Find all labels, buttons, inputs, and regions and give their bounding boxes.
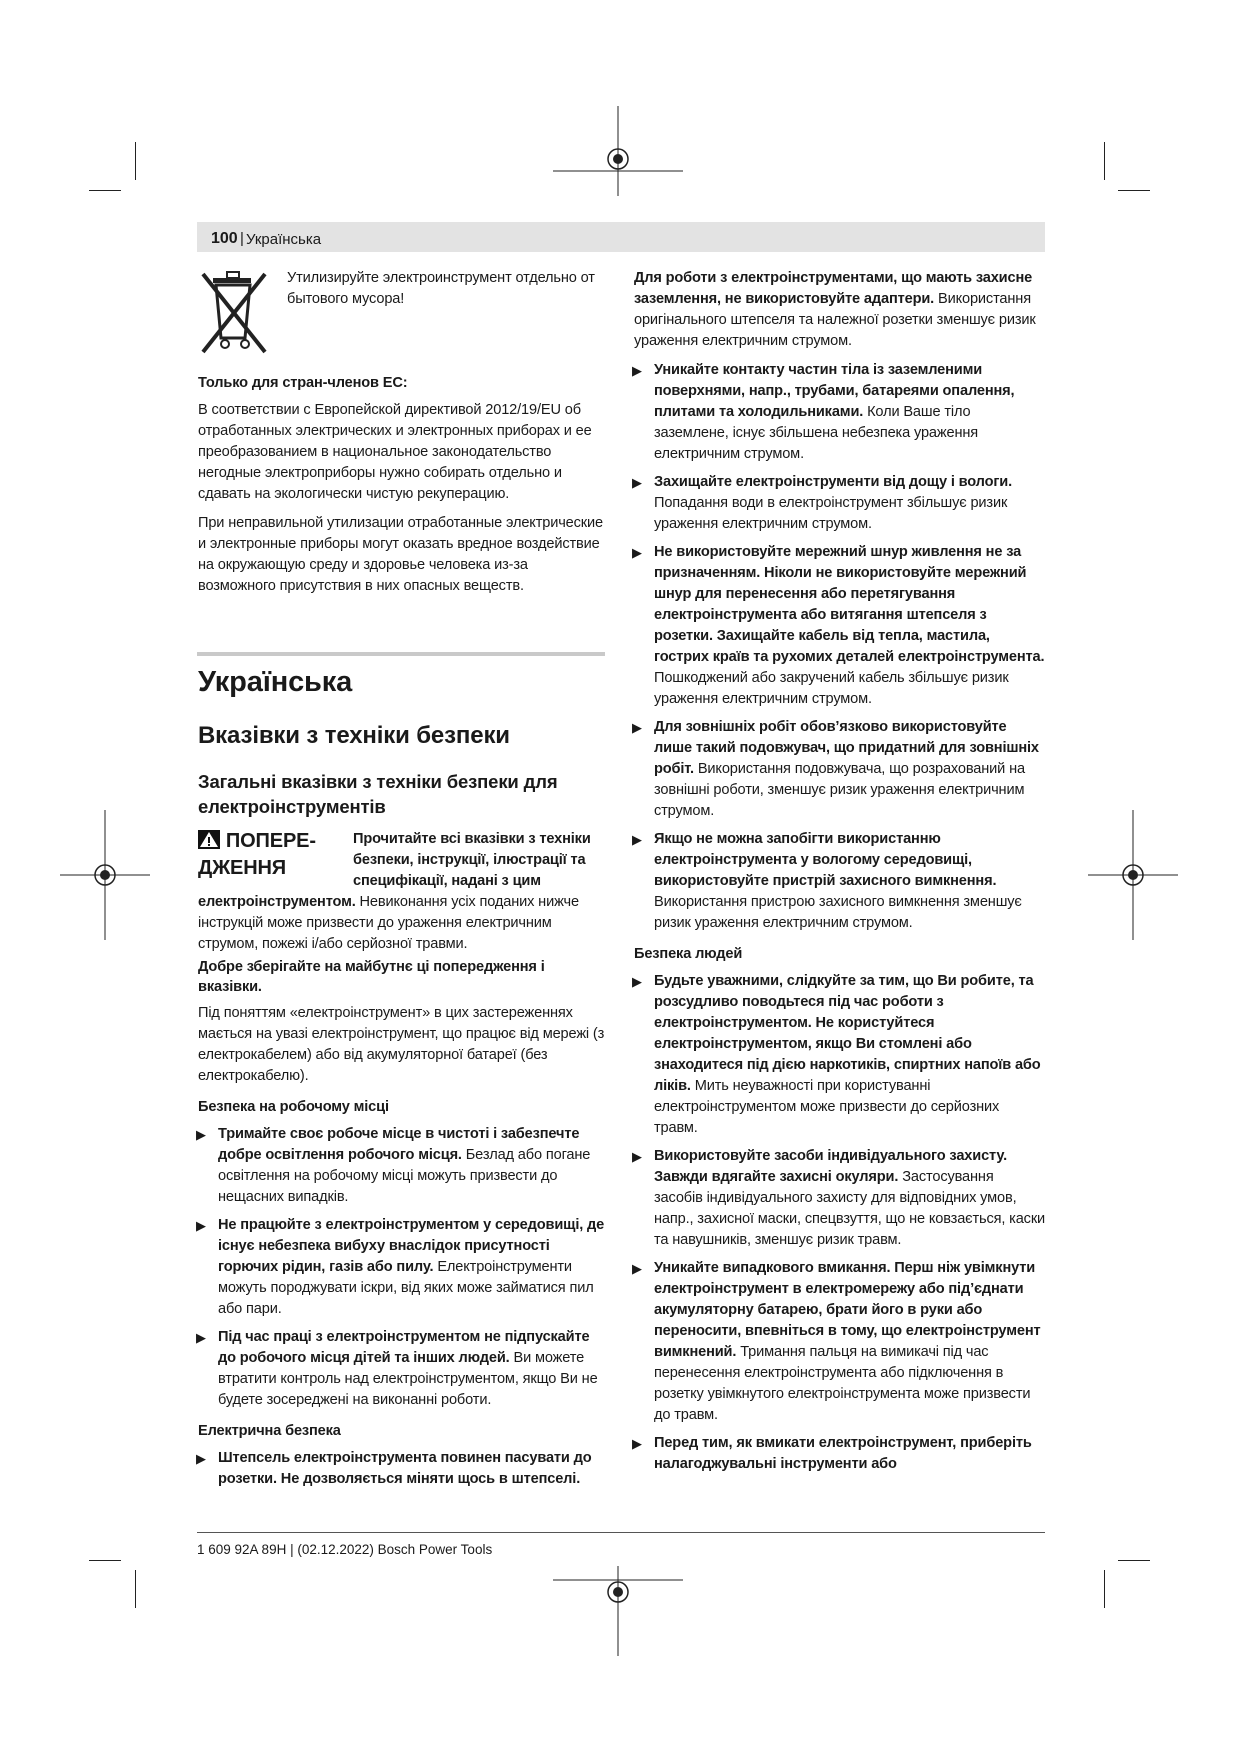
list-item (634, 717, 1046, 822)
list-item (634, 1146, 1046, 1251)
item-bold: Уникайте контакту частин тіла із заземленими поверхнями, напр., трубами, батареями опалення, плитами та холодильниками. (654, 362, 1015, 420)
item-bold: Уникайте випадкового вмикання. Перш ніж увімкнути електроінструмент в електромережу або під’єднати акумуляторну батарею, брати його в руки або переносити, впевніться в тому, що електроінструмент вимкнений. (654, 1260, 1041, 1360)
item-bold: Використовуйте засоби індивідуального захисту. Завжди вдягайте захисні окуляри. (654, 1148, 1007, 1185)
eu-heading: Только для стран-членов ЕС: (198, 375, 408, 391)
left-column-main (198, 664, 610, 1497)
list-item (634, 472, 1046, 535)
registration-mark-icon (553, 106, 683, 196)
crop-mark (135, 142, 136, 180)
item-text: Пошкоджений або закручений кабель збільшує ризик ураження електричним струмом. (654, 670, 1009, 707)
list-item (634, 829, 1046, 934)
crop-mark (135, 1570, 136, 1608)
definition-paragraph: Під поняттям «електроінструмент» в цих застереженнях мається на увазі електроінструмент, що працює від мережі (з електрокабелем) або від акумуляторної батареї (без електрокабелю). (198, 1005, 605, 1084)
item-bold: Штепсель електроінструмента повинен пасувати до розетки. Не дозволяється міняти щось в штепселі. (218, 1450, 592, 1487)
arrow-bullet-icon: ▶ (632, 1261, 642, 1276)
list-item (634, 542, 1046, 710)
warning-triangle-icon (198, 830, 220, 856)
warning-text: Невиконання усіх поданих нижче інструкцій може призвести до ураження електричним струмом, пожежі і/або серйозної травми. (198, 894, 579, 952)
registration-mark-icon (553, 1566, 683, 1656)
item-bold: Будьте уважними, слідкуйте за тим, що Ви робите, та розсудливо поводьтеся під час роботи з електроінструментом. Не користуйтеся електроінструментом, якщо Ви стомлені або знаходитеся під дією наркотиків, спиртних напоїв або ліків. (654, 973, 1041, 1094)
item-text: Коли Ваше тіло заземлене, існує збільшена небезпека ураження електричним струмом. (654, 404, 979, 462)
registration-mark-icon (1088, 810, 1178, 940)
disposal-text: Утилизируйте электроинструмент отдельно от бытового мусора! (287, 270, 595, 307)
item-text: Електроінструменти можуть породжувати іскри, від яких може займатися пил або пари. (218, 1259, 594, 1317)
list-item (198, 1124, 610, 1208)
item-text: Використання подовжувача, що розрахований на зовнішні роботи, зменшує ризик ураження електричним струмом. (654, 761, 1025, 819)
warning-label: ПОПЕРЕ-ДЖЕННЯ (198, 830, 316, 879)
general-safety-title: Загальні вказівки з техніки безпеки для електроінструментів (198, 771, 558, 817)
arrow-bullet-icon: ▶ (632, 832, 642, 847)
eu-paragraph-1: В соответствии с Европейской директивой 2012/19/EU об отработанных электрических и электронных приборах и ее преобразованием в национальное законодательство негодные электроприборы нужно собирать отдельно и сдавать на экологически чистую рекуперацию. (198, 402, 592, 502)
arrow-bullet-icon: ▶ (196, 1330, 206, 1345)
arrow-bullet-icon: ▶ (632, 974, 642, 989)
crop-mark (1104, 1570, 1105, 1608)
safety-title: Вказівки з техніки безпеки (198, 722, 510, 749)
warning-block (198, 829, 610, 955)
list-item (634, 360, 1046, 465)
item-bold: Під час праці з електроінструментом не підпускайте до робочого місця дітей та інших людей. (218, 1329, 590, 1366)
item-text: Ви можете втратити контроль над електроінструментом, якщо Ви не будете зосереджені на виконанні роботи. (218, 1350, 598, 1408)
warning-bold: Прочитайте всі вказівки з техніки безпеки, інструкції, ілюстрації та специфікації, надані з цим електроінструментом. (198, 831, 591, 910)
item-text: Використання пристрою захисного вимкнення зменшує ризик ураження електричним струмом. (654, 894, 1022, 931)
intro-paragraph (634, 268, 1046, 352)
item-bold: Якщо не можна запобігти використанню електроінструмента у вологому середовищі, використовуйте пристрій захисного вимкнення. (654, 831, 997, 889)
crop-mark (1104, 142, 1105, 180)
warning-label-box (198, 829, 348, 881)
section-divider (197, 652, 605, 656)
list-item (634, 1258, 1046, 1426)
page-number: 100 (211, 230, 238, 247)
header-language: Українська (246, 231, 322, 248)
item-bold: Тримайте своє робоче місце в чистоті і забезпечте добре освітлення робочого місця. (218, 1126, 580, 1163)
electrical-heading: Електрична безпека (198, 1423, 341, 1439)
registration-mark-icon (60, 810, 150, 940)
arrow-bullet-icon: ▶ (632, 1149, 642, 1164)
item-bold: Перед тим, як вмикати електроінструмент, приберіть налагоджувальні інструменти або (654, 1435, 1032, 1472)
header-bar (197, 222, 1045, 252)
list-item (198, 1448, 610, 1490)
arrow-bullet-icon: ▶ (196, 1451, 206, 1466)
item-text: Застосування засобів індивідуального захисту для відповідних умов, напр., захисної маски, спецвзуття, що не ковзається, каски та навушників, зменшує ризик травм. (654, 1169, 1046, 1248)
list-item (634, 971, 1046, 1139)
right-column (634, 268, 1046, 1482)
item-text: Попадання води в електроінструмент збільшує ризик ураження електричним струмом. (654, 495, 1008, 532)
list-item (198, 1327, 610, 1411)
workplace-heading: Безпека на робочому місці (198, 1099, 389, 1115)
keep-instructions: Добре зберігайте на майбутнє ці попередження і вказівки. (198, 959, 545, 995)
footer-rule (197, 1532, 1045, 1533)
item-text: Безлад або погане освітлення на робочому місці можуть призвести до нещасних випадків. (218, 1147, 591, 1205)
crop-mark (89, 190, 121, 191)
eu-paragraph-2: При неправильной утилизации отработанные электрические и электронные приборы могут оказать вредное воздействие на окружающую среду и здоровье человека из-за возможного присутствия в них опасных веществ. (198, 515, 603, 594)
left-column-top (198, 373, 608, 603)
arrow-bullet-icon: ▶ (632, 475, 642, 490)
item-bold: Для зовнішніх робіт обов’язково використовуйте лише такий подовжувач, що придатний для зовнішніх робіт. (654, 719, 1039, 777)
intro-bold: Для роботи з електроінструментами, що мають захисне заземлення, не використовуйте адаптери. (634, 270, 1033, 307)
item-bold: Захищайте електроінструменти від дощу і вологи. (654, 474, 1013, 490)
arrow-bullet-icon: ▶ (632, 1436, 642, 1451)
list-item (634, 1433, 1046, 1475)
footer-text: 1 609 92A 89H | (02.12.2022) Bosch Power Tools (197, 1542, 493, 1557)
crossed-bin-icon (199, 268, 271, 356)
arrow-bullet-icon: ▶ (196, 1218, 206, 1233)
arrow-bullet-icon: ▶ (632, 363, 642, 378)
header-separator: | (240, 230, 244, 247)
item-bold: Не працюйте з електроінструментом у середовищі, де існує небезпека вибуху внаслідок присутності горючих рідин, газів або пилу. (218, 1217, 605, 1275)
crop-mark (89, 1560, 121, 1561)
intro-text: Використання оригінального штепселя та належної розетки зменшує ризик ураження електричним струмом. (634, 291, 1036, 349)
crop-mark (1118, 190, 1150, 191)
arrow-bullet-icon: ▶ (196, 1127, 206, 1142)
people-heading: Безпека людей (634, 946, 743, 962)
item-bold: Не використовуйте мережний шнур живлення не за призначенням. Ніколи не використовуйте мережний шнур для перенесення або перетягування електроінструмента або витягання штепселя з розетки. Захищайте кабель від тепла, мастила, гострих країв та рухомих деталей електроінструмента. (654, 544, 1045, 665)
crop-mark (1118, 1560, 1150, 1561)
arrow-bullet-icon: ▶ (632, 720, 642, 735)
section-title: Українська (198, 666, 353, 698)
list-item (198, 1215, 610, 1320)
arrow-bullet-icon: ▶ (632, 545, 642, 560)
item-text: Тримання пальця на вимикачі під час перенесення електроінструмента або підключення в розетку увімкнутого електроінструмента може призвести до травм. (654, 1344, 1031, 1423)
item-text: Мить неуважності при користуванні електроінструментом може призвести до серйозних травм. (654, 1078, 1000, 1136)
